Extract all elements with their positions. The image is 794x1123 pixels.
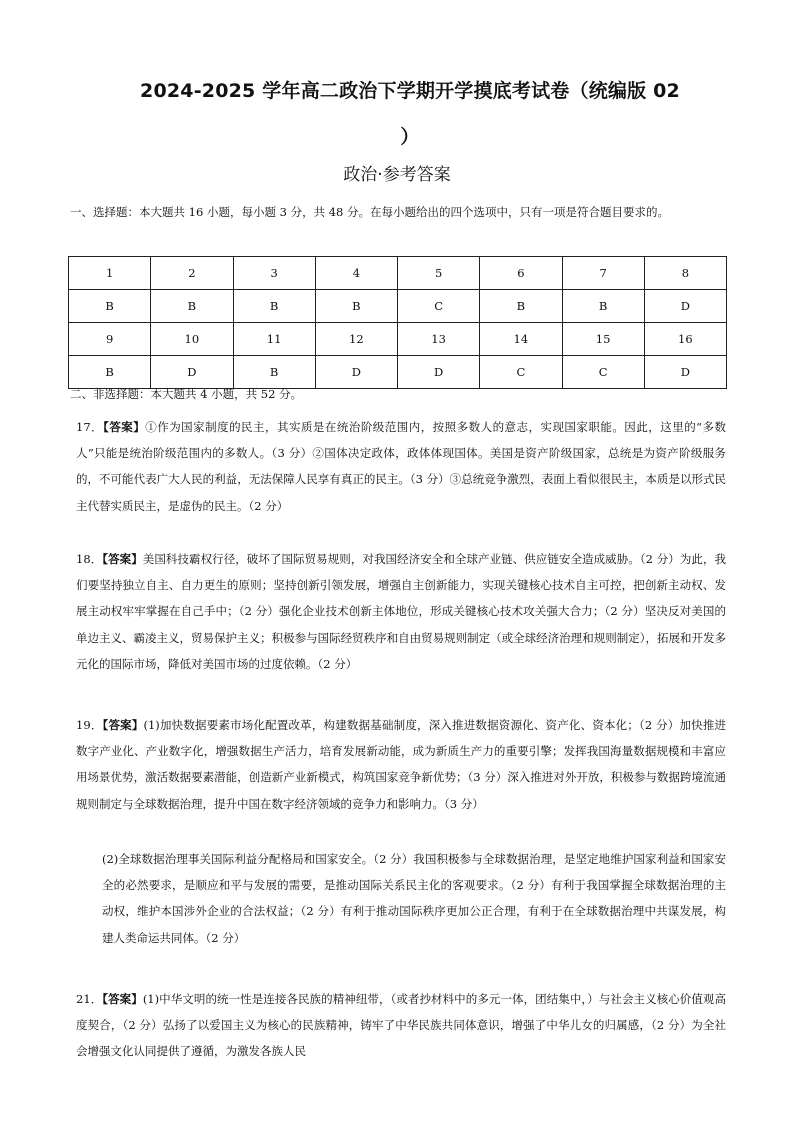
table-cell: 3 [233,257,315,290]
table-cell: 7 [562,257,644,290]
section-2-heading [70,384,730,404]
answer-text: (1)中华文明的统一性是连接各民族的精神纽带，（或者抄材料中的多元一体，团结集中，）与社会主义核心价值观高度契合，（2 分）弘扬了以爱国主义为核心的民族精神，铸牢了中华民族共同体意识，增强了中华儿女的归属感，（2 分）为全社会增强文化认同提供了遵循，为激发各族人民 [76,992,727,1059]
question-number: 17． [76,420,104,434]
question-18-answer [76,546,726,677]
answer-tag: 【答案】 [102,718,144,732]
table-cell: C [562,356,644,389]
table-cell: 2 [151,257,233,290]
title-line-2: ） [400,126,420,148]
table-cell: 8 [644,257,726,290]
table-cell: 5 [398,257,480,290]
section-1-heading [70,200,730,224]
table-cell: B [233,356,315,389]
question-number: 21． [76,992,103,1006]
answer-text: 美国科技霸权行径，破坏了国际贸易规则，对我国经济安全和全球产业链、供应链安全造成威胁。（2 分）为此，我们要坚持独立自主、自力更生的原则；坚持创新引领发展，增强自主创新能力，实现关键核心技术自主可控，把创新主动权、发展主动权牢牢掌握在自己手中；（2 分）强化企业技术创新主体地位，形成关键核心技术攻关强大合力；（2 分）坚决反对美国的单边主义、霸凌主义，贸易保护主义；积极参与国际经贸秩序和自由贸易规则制定（或全球经济治理和规则制定），拓展和开发多元化的国际市场，降低对美国市场的过度依赖。（2 分） [76,552,727,671]
answer-tag: 【答案】 [102,992,143,1006]
answer-text: (2)全球数据治理事关国际利益分配格局和国家安全。（2 分）我国积极参与全球数据治理，是坚定地维护国家利益和国家安全的必然要求，是顺应和平与发展的需要，是推动国际关系民主化的客观要求。（2 分）有利于我国掌握全球数据治理的主动权，维护本国涉外企业的合法权益；（2 分）有利于推动国际秩序更加公正合理，有利于在全球数据治理中共谋发展，构建人类命运共同体。（2 分） [102,852,726,945]
table-cell: 12 [315,323,397,356]
table-cell: 10 [151,323,233,356]
answer-text: ①作为国家制度的民主，其实质是在统治阶级范围内，按照多数人的意志，实现国家职能。因此，这里的“多数人”只能是统治阶级范围内的多数人。（3 分）②国体决定政体，政体体现国体。美国是资产阶级国家，总统是为资产阶级服务的，不可能代表广大人民的利益，无法保障人民享有真正的民主。（3 分）③总统竞争激烈，表面上看似很民主，本质是以形式民主代替实质民主，是虚伪的民主。（2 分） [76,420,726,513]
question-21-answer [76,986,726,1065]
table-cell: 13 [398,323,480,356]
table-cell: D [644,290,726,323]
table-cell: 14 [480,323,562,356]
table-cell: B [69,356,151,389]
table-cell: 16 [644,323,726,356]
question-17-answer [76,414,726,519]
section-2-label: 二、非选择题：本大题共 4 小题，共 52 分。 [70,387,303,401]
table-cell: 4 [315,257,397,290]
table-cell: 9 [69,323,151,356]
table-cell: B [315,290,397,323]
question-19-part-2 [102,846,726,951]
answer-table [68,256,727,389]
table-cell: D [151,356,233,389]
document-title [90,68,730,160]
table-cell: B [480,290,562,323]
table-row [69,290,727,323]
table-cell: C [398,290,480,323]
question-number: 18． [76,552,103,566]
table-cell: B [562,290,644,323]
section-1-label: 一、选择题：本大题共 16 小题，每小题 3 分，共 48 分。在每小题给出的四个选项中，只有一项是符合题目要求的。 [70,205,670,219]
document-subtitle: 政治·参考答案 [343,165,451,185]
table-row [69,323,727,356]
table-cell: B [69,290,151,323]
answer-text: (1)加快数据要素市场化配置改革，构建数据基础制度，深入推进数据资源化、资产化、资本化；（2 分）加快推进数字产业化、产业数字化，增强数据生产活力，培育发展新动能，成为新质生产力的重要引擎；发挥我国海量数据规模和丰富应用场景优势，激活数据要素潜能，创造新产业新模式，构筑国家竞争新优势；（3 分）深入推进对外开放，积极参与数据跨境流通规则制定与全球数据治理，提升中国在数字经济领域的竞争力和影响力。（3 分） [76,718,726,811]
question-number: 19． [76,718,103,732]
table-cell: B [151,290,233,323]
table-cell: B [233,290,315,323]
table-cell: 6 [480,257,562,290]
table-cell: D [644,356,726,389]
table-cell: D [315,356,397,389]
table-row [69,257,727,290]
question-19-answer [76,712,726,817]
title-line-1: 2024-2025 学年高二政治下学期开学摸底考试卷（统编版 02 [140,80,680,102]
table-cell: C [480,356,562,389]
answer-tag: 【答案】 [103,420,146,434]
table-cell: 15 [562,323,644,356]
answer-tag: 【答案】 [102,552,143,566]
table-cell: 1 [69,257,151,290]
table-cell: D [398,356,480,389]
table-cell: 11 [233,323,315,356]
